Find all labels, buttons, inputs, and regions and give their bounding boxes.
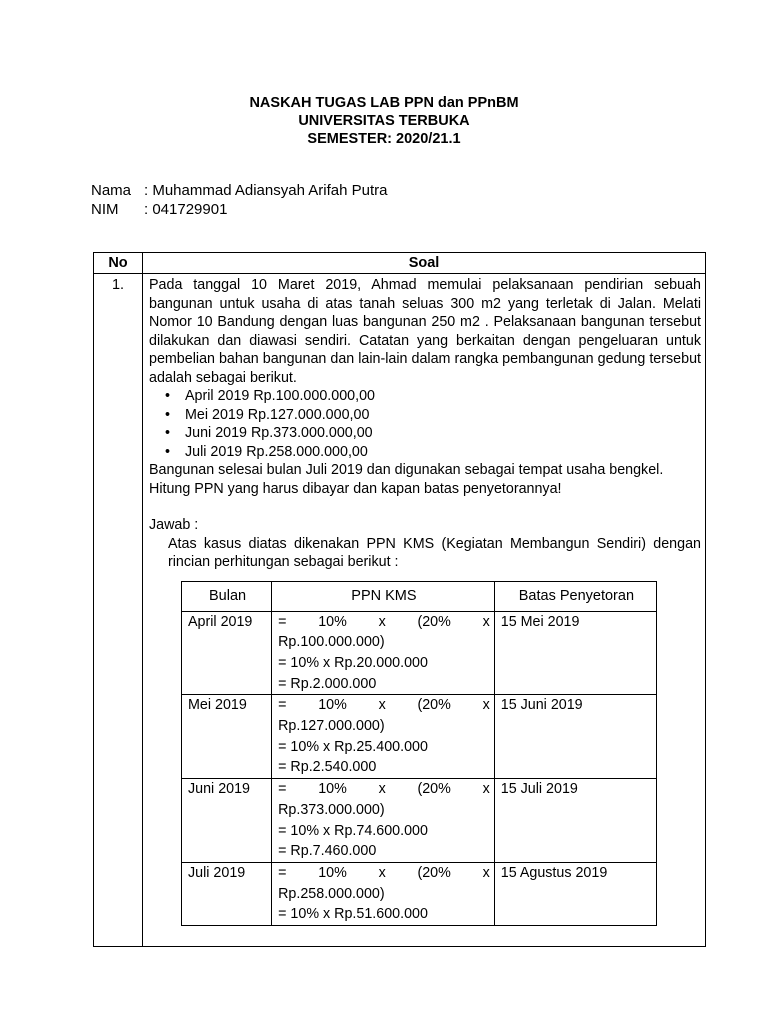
calc-result-line: = Rp.2.540.000	[278, 759, 377, 776]
ppn-calculation-cell	[272, 862, 495, 925]
question-table-header	[94, 253, 706, 274]
deadline-cell: 15 Juli 2019	[494, 779, 656, 863]
name-row	[91, 181, 387, 200]
calc-base-line: Rp.100.000.000)	[278, 634, 385, 651]
name-label: Nama	[91, 182, 132, 199]
calc-step-line: = 10% x Rp.74.600.000	[278, 822, 428, 839]
answer-intro: Atas kasus diatas dikenakan PPN KMS (Kegiatan Membangun Sendiri) dengan rincian perhitungan sebagai berikut :	[168, 535, 701, 570]
document-title: NASKAH TUGAS LAB PPN dan PPnBM	[249, 95, 519, 111]
month-cell: Juli 2019	[182, 862, 272, 925]
nim-label: NIM	[91, 201, 119, 218]
ppn-calculation-cell	[272, 611, 495, 695]
university-name: UNIVERSITAS TERBUKA	[298, 113, 470, 129]
question-cell	[143, 274, 706, 947]
ppn-calculation-cell	[272, 779, 495, 863]
table-row	[182, 695, 657, 779]
calc-step-line: = 10% x Rp.51.600.000	[278, 906, 428, 923]
calc-result-line: = Rp.7.460.000	[278, 843, 377, 860]
nim-row	[91, 200, 387, 219]
question-text: Pada tanggal 10 Maret 2019, Ahmad memulai pelaksanaan pendirian sebuah bangunan untuk usaha di atas tanah seluas 300 m2 yang terletak di Jalan. Melati Nomor 10 Bandung dengan luas bangunan 250 m2 . Pelaksanaan bangunan tersebut dilakukan dan diawasi sendiri. Catatan yang berkaitan dengan pengeluaran untuk pembelian bahan bangunan dan lain-lain dalam rangka pembangunan gedung tersebut adalah sebagai berikut.	[149, 277, 701, 386]
list-item: • April 2019 Rp.100.000.000,00	[175, 387, 701, 406]
calculation-table	[181, 581, 657, 927]
calc-formula-line: = 10% x (20% x	[278, 864, 490, 881]
list-item: • Juli 2019 Rp.258.000.000,00	[175, 443, 701, 462]
student-identity	[91, 181, 387, 219]
deadline-cell: 15 Agustus 2019	[494, 862, 656, 925]
ppn-calculation-cell	[272, 695, 495, 779]
expense-list	[149, 387, 701, 461]
row-number: 1.	[94, 274, 143, 947]
table-row	[94, 274, 706, 947]
calc-formula-line: = 10% x (20% x	[278, 613, 490, 630]
month-cell: April 2019	[182, 611, 272, 695]
calc-result-line: = Rp.2.000.000	[278, 675, 377, 692]
semester-label: SEMESTER: 2020/21.1	[307, 131, 461, 147]
calc-base-line: Rp.373.000.000)	[278, 801, 385, 818]
calc-base-line: Rp.127.000.000)	[278, 718, 385, 735]
question-table	[93, 252, 706, 947]
table-row	[182, 862, 657, 925]
question-closing: Bangunan selesai bulan Juli 2019 dan digunakan sebagai tempat usaha bengkel. Hitung PPN yang harus dibayar dan kapan batas penyetorannya!	[149, 462, 664, 497]
calc-step-line: = 10% x Rp.25.400.000	[278, 738, 428, 755]
calculation-table-header	[182, 581, 657, 611]
deadline-cell: 15 Mei 2019	[494, 611, 656, 695]
calc-formula-line: = 10% x (20% x	[278, 781, 490, 798]
column-header-ppn-kms: PPN KMS	[272, 581, 495, 611]
name-value: : Muhammad Adiansyah Arifah Putra	[144, 182, 388, 199]
answer-label: Jawab :	[149, 517, 199, 533]
column-header-batas-penyetoran: Batas Penyetoran	[494, 581, 656, 611]
column-header-soal: Soal	[143, 253, 706, 274]
column-header-no: No	[94, 253, 143, 274]
nim-value: : 041729901	[144, 201, 228, 218]
calc-base-line: Rp.258.000.000)	[278, 885, 385, 902]
table-row	[182, 611, 657, 695]
month-cell: Mei 2019	[182, 695, 272, 779]
document-header	[0, 94, 768, 148]
column-header-bulan: Bulan	[182, 581, 272, 611]
table-row	[182, 779, 657, 863]
list-item: • Juni 2019 Rp.373.000.000,00	[175, 424, 701, 443]
list-item: • Mei 2019 Rp.127.000.000,00	[175, 406, 701, 425]
month-cell: Juni 2019	[182, 779, 272, 863]
deadline-cell: 15 Juni 2019	[494, 695, 656, 779]
calc-formula-line: = 10% x (20% x	[278, 697, 490, 714]
calc-step-line: = 10% x Rp.20.000.000	[278, 654, 428, 671]
